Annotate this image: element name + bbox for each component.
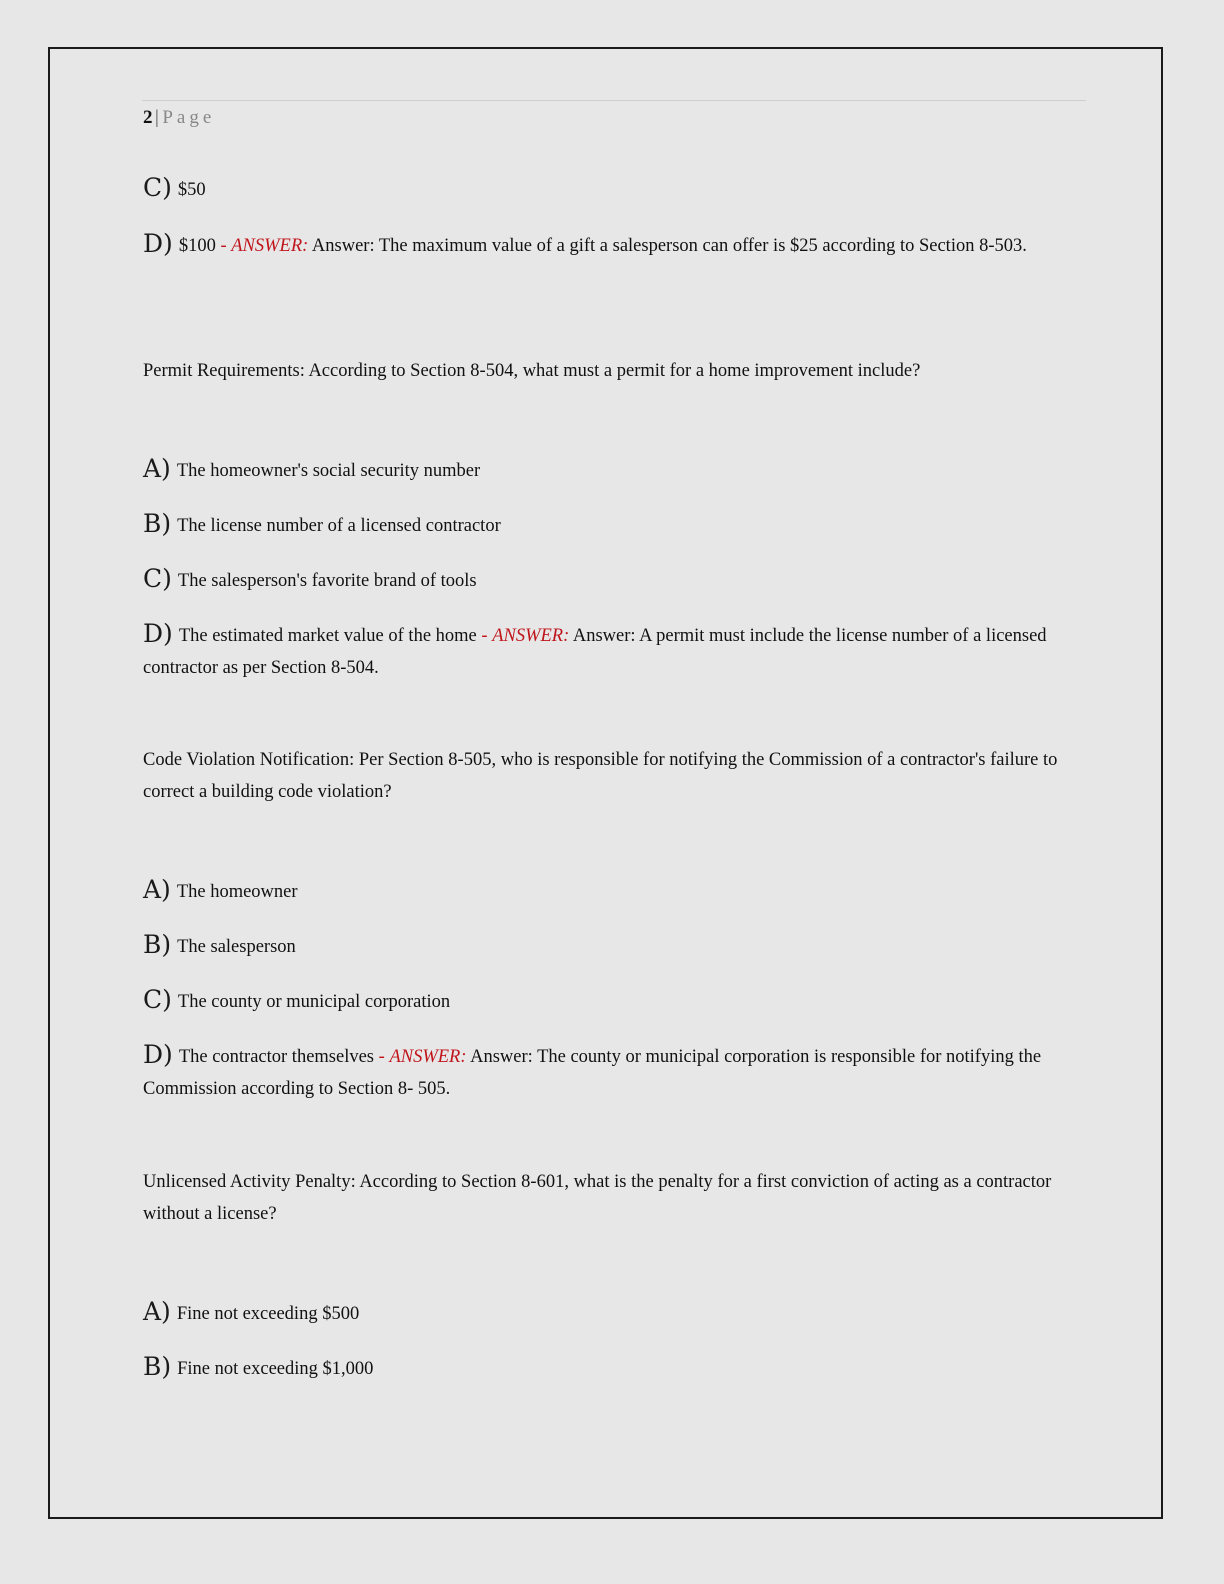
option-text: The homeowner <box>176 882 298 902</box>
option-text: The salesperson's favorite brand of tools <box>177 571 477 591</box>
q3-option-b <box>143 929 1073 963</box>
option-letter: D) <box>143 619 173 648</box>
option-letter: B) <box>143 1352 172 1381</box>
answer-separator: - <box>374 1047 390 1067</box>
q2-option-d <box>143 618 1073 684</box>
answer-label: ANSWER: <box>492 626 570 646</box>
option-letter: A) <box>143 875 171 904</box>
option-letter: C) <box>143 985 172 1014</box>
answer-text: Answer: A permit must include the license number of a licensed contractor as per Section 8-504. <box>143 626 1047 678</box>
option-letter: A) <box>143 1297 171 1326</box>
option-text: The estimated market value of the home <box>178 626 477 646</box>
option-letter: B) <box>143 930 172 959</box>
q1-option-c <box>143 172 1073 206</box>
option-letter: C) <box>143 173 172 202</box>
q3-question: Code Violation Notification: Per Section 8-505, who is responsible for notifying the Commission of a contractor's failure to correct a building code violation? <box>143 750 1058 802</box>
page-header <box>143 106 215 130</box>
option-text: $100 <box>178 236 216 256</box>
option-letter: C) <box>143 564 172 593</box>
header-rule <box>142 100 1086 101</box>
option-letter: B) <box>143 509 172 538</box>
option-text: The license number of a licensed contractor <box>177 516 501 536</box>
answer-text: Answer: The maximum value of a gift a salesperson can offer is $25 according to Section 8-503. <box>308 236 1027 256</box>
page-number: 2 <box>143 107 153 128</box>
option-letter: D) <box>143 229 173 258</box>
answer-separator: - <box>476 626 493 646</box>
option-letter: D) <box>143 1040 173 1069</box>
q4-option-a <box>143 1296 1073 1330</box>
option-text: The homeowner's social security number <box>176 461 481 481</box>
q2-option-b <box>143 508 1073 542</box>
option-text: $50 <box>177 180 206 200</box>
option-text: Fine not exceeding $1,000 <box>177 1359 374 1379</box>
page-word: Page <box>162 107 216 128</box>
q3-option-d <box>143 1039 1073 1105</box>
option-text: The county or municipal corporation <box>177 992 451 1012</box>
answer-text: Answer: The county or municipal corporation is responsible for notifying the Commission according to Section 8- 505. <box>143 1047 1042 1099</box>
q3-option-a <box>143 874 1073 908</box>
page-header-separator: | <box>155 107 160 128</box>
q2-option-c <box>143 563 1073 597</box>
option-text: Fine not exceeding $500 <box>176 1304 360 1324</box>
q2-option-a <box>143 453 1073 487</box>
q1-option-d <box>143 228 1073 262</box>
answer-label: ANSWER: <box>389 1047 467 1067</box>
answer-separator: - <box>215 236 232 256</box>
option-text: The contractor themselves <box>178 1047 375 1067</box>
q4-option-b <box>143 1351 1073 1385</box>
q4-question: Unlicensed Activity Penalty: According to Section 8-601, what is the penalty for a first conviction of acting as a contractor without a license? <box>143 1172 1052 1224</box>
answer-label: ANSWER: <box>231 236 309 256</box>
option-letter: A) <box>143 454 171 483</box>
q3-option-c <box>143 984 1073 1018</box>
option-text: The salesperson <box>177 937 296 957</box>
q2-question: Permit Requirements: According to Section 8-504, what must a permit for a home improvement include? <box>143 361 921 381</box>
